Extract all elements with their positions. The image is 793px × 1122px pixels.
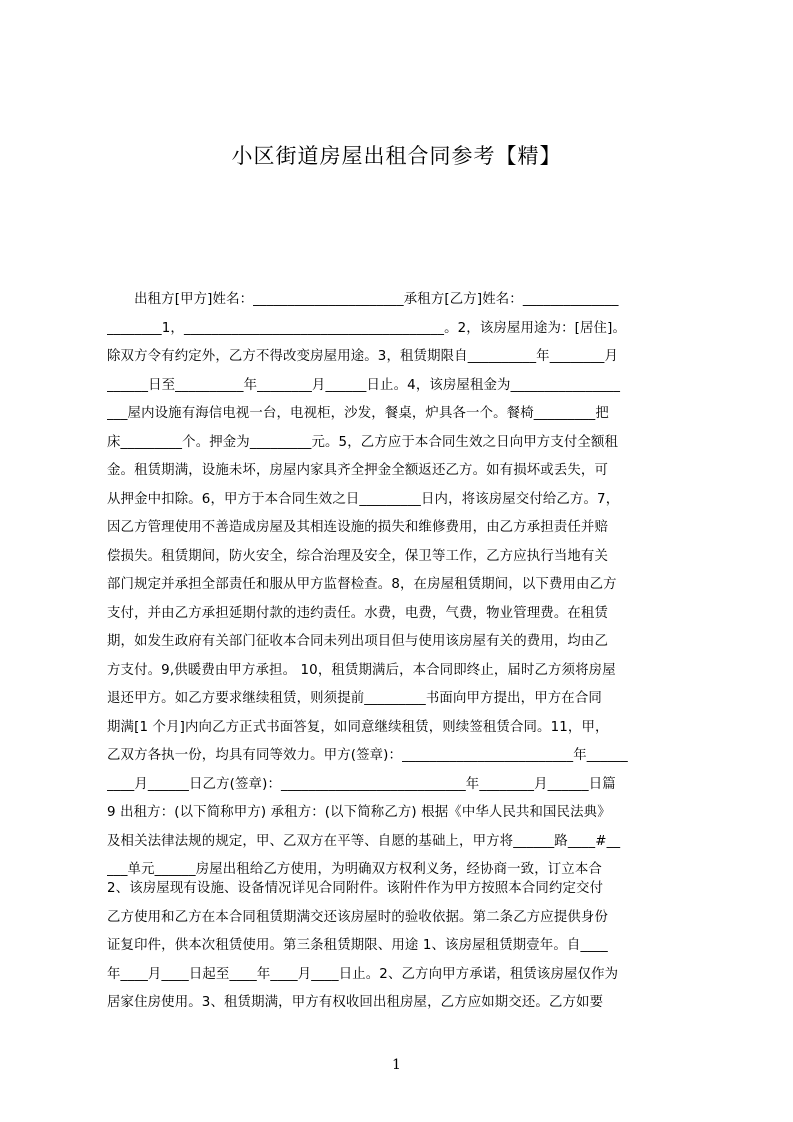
text-line: 期满[1 个月]内向乙方正式书面答复，如同意继续租赁，则续签租赁合同。11，甲， bbox=[107, 719, 609, 735]
text-line: 偿损失。租赁期间，防火安全，综合治理及安全，保卫等工作，乙方应执行当地有关 bbox=[107, 548, 609, 564]
text-line: ____月______日乙方(签章)：___________________________年________月______日篇 bbox=[107, 776, 616, 792]
contract-body bbox=[107, 286, 697, 886]
text-line: ___屋内设施有海信电视一台，电视柜，沙发，餐桌，炉具各一个。餐椅_________把 bbox=[107, 406, 609, 421]
document-title: 小区街道房屋出租合同参考【精】 bbox=[231, 144, 562, 168]
text-line: 乙双方各执一份，均具有同等效力。甲方(签章)：_________________________年______ bbox=[107, 748, 628, 763]
page-number: 1 bbox=[392, 1057, 401, 1073]
text-line: 退还甲方。如乙方要求继续租赁，则须提前_________书面向甲方提出，甲方在合同 bbox=[107, 691, 602, 706]
text-line: 证复印件，供本次租赁使用。第三条租赁期限、用途 1、该房屋租赁期壹年。自____ bbox=[107, 938, 608, 953]
text-line: 金。租赁期满，设施未坏，房屋内家具齐全押金全额返还乙方。如有损坏或丢失，可 bbox=[107, 463, 609, 478]
text-line: 除双方令有约定外，乙方不得改变房屋用途。3，租赁期限自__________年________月 bbox=[107, 349, 619, 364]
text-line: 部门规定并承担全部责任和服从甲方监督检查。8，在房屋租赁期间，以下费用由乙方 bbox=[107, 577, 617, 592]
contract-body-continued bbox=[107, 875, 697, 1015]
text-line: ___单元______房屋出租给乙方使用，为明确双方权利义务，经协商一致，订立本合 bbox=[107, 862, 602, 877]
text-line: 2、该房屋现有设施、设备情况详见合同附件。该附件作为甲方按照本合同约定交付 bbox=[107, 881, 604, 896]
text-line: 9 出租方：(以下简称甲方) 承租方：(以下简称乙方) 根据《中华人民共和国民法典》 bbox=[107, 805, 611, 820]
text-line: 从押金中扣除。6，甲方于本合同生效之日_________日内，将该房屋交付给乙方。7， bbox=[107, 491, 620, 507]
text-line: 出租方[甲方]姓名：______________________承租方[乙方]姓名：______________ bbox=[107, 292, 619, 307]
text-line: 年____月____日起至____年____月____日止。2、乙方向甲方承诺，租赁该房屋仅作为 bbox=[107, 966, 619, 982]
text-line: 因乙方管理使用不善造成房屋及其相连设施的损失和维修费用，由乙方承担责任并赔 bbox=[107, 520, 609, 535]
text-line: 及相关法律法规的规定，甲、乙双方在平等、自愿的基础上，甲方将______路____#__ bbox=[107, 833, 621, 849]
text-line: 床_________个。押金为_________元。5，乙方应于本合同生效之日向甲方支付全额租 bbox=[107, 434, 619, 450]
text-line: 方支付。9,供暖费由甲方承担。 10，租赁期满后，本合同即终止，届时乙方须将房屋 bbox=[107, 662, 616, 678]
text-line: ________1，______________________________________。2，该房屋用途为：[居住]。 bbox=[107, 320, 626, 336]
text-line: 期，如发生政府有关部门征收本合同未列出项目但与使用该房屋有关的费用，均由乙 bbox=[107, 634, 609, 649]
text-line: 支付，并由乙方承担延期付款的违约责任。水费，电费，气费，物业管理费。在租赁 bbox=[107, 605, 609, 621]
text-line: 乙方使用和乙方在本合同租赁期满交还该房屋时的验收依据。第二条乙方应提供身份 bbox=[107, 909, 609, 925]
text-line: ______日至__________年________月______日止。4，该房屋租金为________________ bbox=[107, 377, 621, 393]
text-line: 居家住房使用。3、租赁期满，甲方有权收回出租房屋，乙方应如期交还。乙方如要 bbox=[107, 995, 604, 1010]
